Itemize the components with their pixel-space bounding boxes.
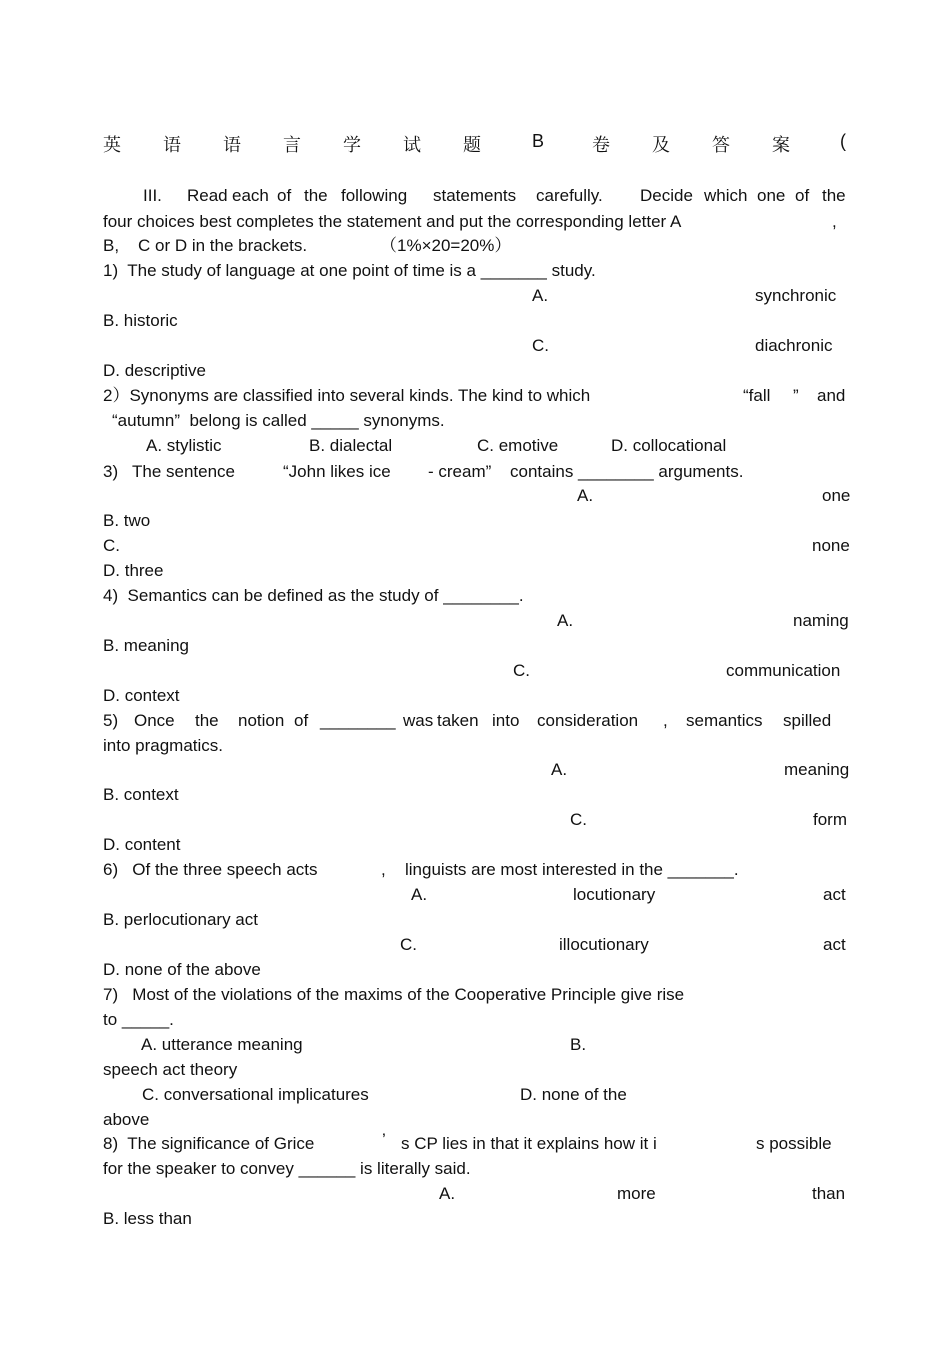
text-line: C. emotive — [477, 436, 559, 455]
text-line: A. — [411, 885, 428, 904]
text-line: （1%×20=20%） — [380, 236, 512, 255]
text-line: s CP lies in that it explains how it i — [401, 1134, 657, 1153]
text-line: into — [492, 711, 520, 730]
text-line: Once — [134, 711, 175, 730]
text-line: 语 — [223, 135, 241, 155]
text-line: taken — [437, 711, 479, 730]
text-line: 英 — [103, 135, 121, 155]
text-line: into pragmatics. — [103, 736, 223, 755]
text-line: C. — [103, 536, 120, 555]
text-line: B. perlocutionary act — [103, 910, 258, 929]
text-line: 学 — [343, 135, 361, 155]
text-line: of — [795, 186, 810, 205]
text-line: - cream” — [428, 462, 492, 481]
text-line: D. descriptive — [103, 361, 206, 380]
text-line: 3) The sentence — [103, 462, 235, 481]
text-line: consideration — [537, 711, 639, 730]
text-line: meaning — [784, 760, 850, 779]
text-line: diachronic — [755, 336, 833, 355]
text-line: contains ________ arguments. — [510, 462, 744, 481]
text-line: following — [341, 186, 408, 205]
text-line: 6) Of the three speech acts — [103, 860, 318, 879]
text-line: none — [812, 536, 850, 555]
text-line: one — [822, 486, 851, 505]
text-line: B. meaning — [103, 636, 189, 655]
text-line: the — [822, 186, 846, 205]
text-line: which — [704, 186, 748, 205]
text-line: communication — [726, 661, 841, 680]
text-line: B. context — [103, 785, 179, 804]
text-line: linguists are most interested in the _______. — [405, 860, 739, 879]
text-line: , — [381, 860, 386, 879]
text-line: form — [813, 810, 847, 829]
text-line: III. — [143, 186, 162, 205]
text-line: naming — [793, 611, 849, 630]
text-line: 卷 — [592, 135, 610, 155]
text-line: ( — [840, 131, 846, 151]
text-line: , — [663, 711, 668, 730]
text-line: carefully. — [536, 186, 603, 205]
text-line: ________ — [320, 711, 396, 730]
text-line: 5) — [103, 711, 119, 730]
text-line: D. context — [103, 686, 180, 705]
text-line: C or D in the brackets. — [138, 236, 308, 255]
text-line: 7) Most of the violations of the maxims of the Cooperative Principle give rise — [103, 985, 685, 1004]
text-line: one — [757, 186, 786, 205]
text-line: D. none of the — [520, 1085, 627, 1104]
text-line: C. — [532, 336, 549, 355]
text-line: 2）Synonyms are classified into several kinds. The kind to which — [103, 386, 591, 405]
text-line: synchronic — [755, 286, 837, 305]
text-line: “autumn” belong is called _____ synonyms. — [112, 411, 445, 430]
text-line: 试 — [403, 135, 421, 155]
text-line: , — [832, 212, 837, 231]
text-line: 言 — [283, 135, 301, 155]
text-line: ” — [793, 386, 799, 405]
text-line: s possible — [756, 1134, 832, 1153]
text-line: A. stylistic — [146, 436, 222, 455]
text-line: 题 — [463, 135, 481, 155]
text-line: and — [817, 386, 846, 405]
text-line: “fall — [743, 386, 771, 405]
text-line: A. — [577, 486, 594, 505]
text-line: more — [617, 1184, 656, 1203]
text-line: 语 — [163, 135, 181, 155]
text-line: spilled — [783, 711, 832, 730]
text-line: 案 — [772, 135, 790, 155]
text-line: A. — [551, 760, 568, 779]
text-line: statements — [433, 186, 517, 205]
text-line: C. conversational implicatures — [142, 1085, 369, 1104]
text-line: D. none of the above — [103, 960, 261, 979]
text-line: locutionary — [573, 885, 656, 904]
text-line: D. three — [103, 561, 164, 580]
text-line: above — [103, 1110, 150, 1129]
text-line: C. — [513, 661, 530, 680]
text-line: act — [823, 885, 846, 904]
text-line: C. — [570, 810, 587, 829]
text-line: to _____. — [103, 1010, 174, 1029]
text-line: Decide — [640, 186, 693, 205]
text-line: the — [195, 711, 219, 730]
text-line: B — [532, 131, 545, 151]
text-line: D. content — [103, 835, 181, 854]
text-line: for the speaker to convey ______ is literally said. — [103, 1159, 471, 1178]
text-line: 及 — [652, 135, 670, 155]
text-line: speech act theory — [103, 1060, 238, 1079]
text-line: 8) The significance of Grice — [103, 1134, 315, 1153]
text-line: 答 — [712, 135, 730, 155]
text-line: ’ — [382, 1130, 386, 1149]
text-line: Read — [187, 186, 228, 205]
text-line: C. — [400, 935, 417, 954]
text-line: 4) Semantics can be defined as the study of ________. — [103, 586, 524, 605]
text-line: act — [823, 935, 846, 954]
text-line: than — [812, 1184, 846, 1203]
text-line: notion — [238, 711, 285, 730]
text-line: A. — [557, 611, 574, 630]
text-line: A. — [439, 1184, 456, 1203]
text-line: four choices best completes the statement and put the corresponding letter A — [103, 212, 682, 231]
text-line: semantics — [686, 711, 763, 730]
text-line: A. — [532, 286, 549, 305]
text-line: B. less than — [103, 1209, 192, 1228]
text-line: 1) The study of language at one point of time is a _______ study. — [103, 261, 596, 280]
text-line: illocutionary — [559, 935, 649, 954]
text-line: B. dialectal — [309, 436, 393, 455]
text-line: D. collocational — [611, 436, 727, 455]
text-line: B. — [570, 1035, 587, 1054]
text-line: of — [277, 186, 292, 205]
text-line: of — [294, 711, 309, 730]
text-line: the — [304, 186, 328, 205]
text-line: B. two — [103, 511, 151, 530]
text-line: “John likes ice — [283, 462, 391, 481]
text-line: each — [232, 186, 269, 205]
text-line: B. historic — [103, 311, 178, 330]
text-line: A. utterance meaning — [141, 1035, 303, 1054]
text-line: B, — [103, 236, 120, 255]
text-line: was — [403, 711, 434, 730]
